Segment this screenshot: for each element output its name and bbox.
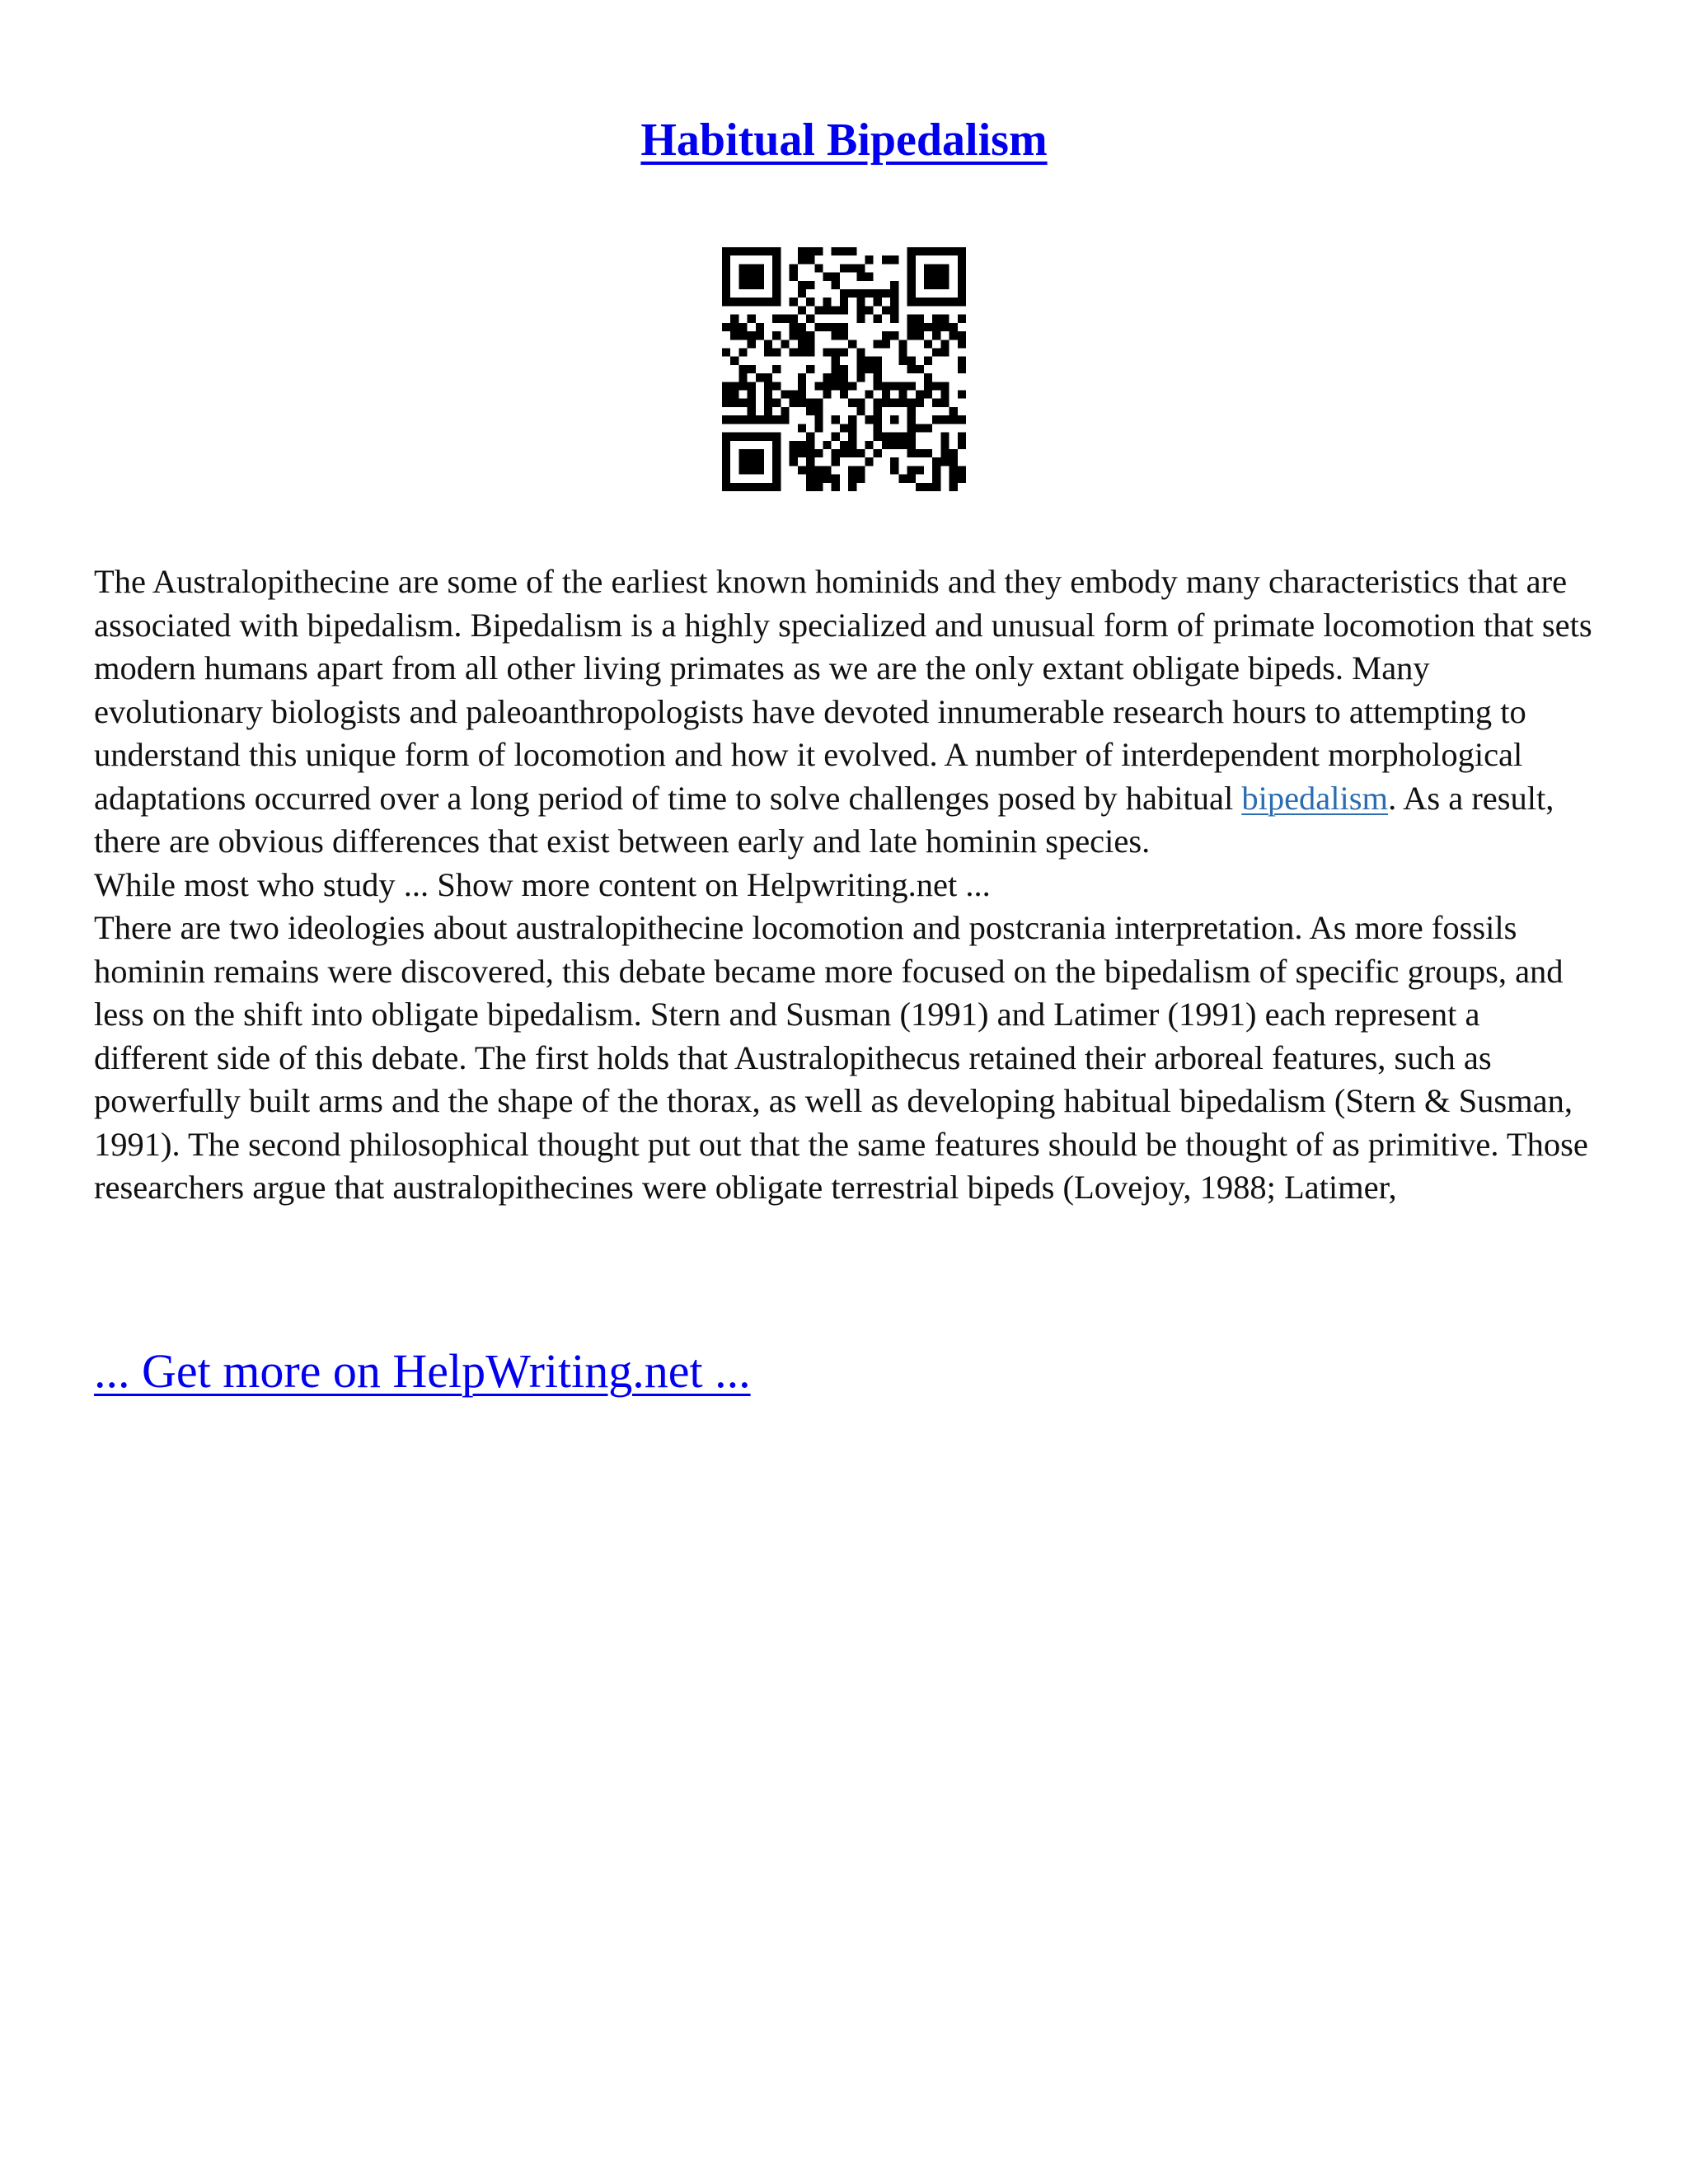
paragraph-intro (94, 560, 1602, 864)
paragraph-debate: There are two ideologies about australopithecine locomotion and postcrania interpretation. As more fossils hominin remains were discovered, this debate became more focused on the bipedalism of specific groups, and less on the shift into obligate bipedalism. Stern and Susman (1991) and Latimer (1991) each represent a different side of this debate. The first holds that Australopithecus retained their arboreal features, such as powerfully built arms and the shape of the thorax, as well as developing habitual bipedalism (Stern & Susman, 1991). The second philosophical thought put out that the same features should be thought of as primitive. Those researchers argue that australopithecines were obligate terrestrial bipeds (Lovejoy, 1988; Latimer, (94, 909, 1588, 1206)
article-body (94, 560, 1602, 1210)
title-container (0, 114, 1688, 166)
qr-code-icon (722, 247, 966, 491)
get-more-link[interactable]: ... Get more on HelpWriting.net ... (94, 1344, 751, 1398)
bipedalism-link[interactable]: bipedalism (1241, 779, 1389, 817)
paragraph-teaser: While most who study ... Show more content on Helpwriting.net ... (94, 865, 991, 903)
document-title-link[interactable]: Habitual Bipedalism (640, 115, 1048, 166)
footer-link-container (94, 1343, 751, 1399)
paragraph-intro-end: . As a result, there are obvious differences that exist between early and late hominin species. (94, 779, 1554, 860)
paragraph-intro-text: The Australopithecine are some of the earliest known hominids and they embody many characteristics that are associated with bipedalism. Bipedalism is a highly specialized and unusual form of primate locomotion that sets modern humans apart from all other living primates as we are the only extant obligate bipeds. Many evolutionary biologists and paleoanthropologists have devoted innumerable research hours to attempting to understand this unique form of locomotion and how it evolved. A number of interdependent morphological adaptations occurred over a long period of time to solve challenges posed by habitual (94, 563, 1592, 817)
